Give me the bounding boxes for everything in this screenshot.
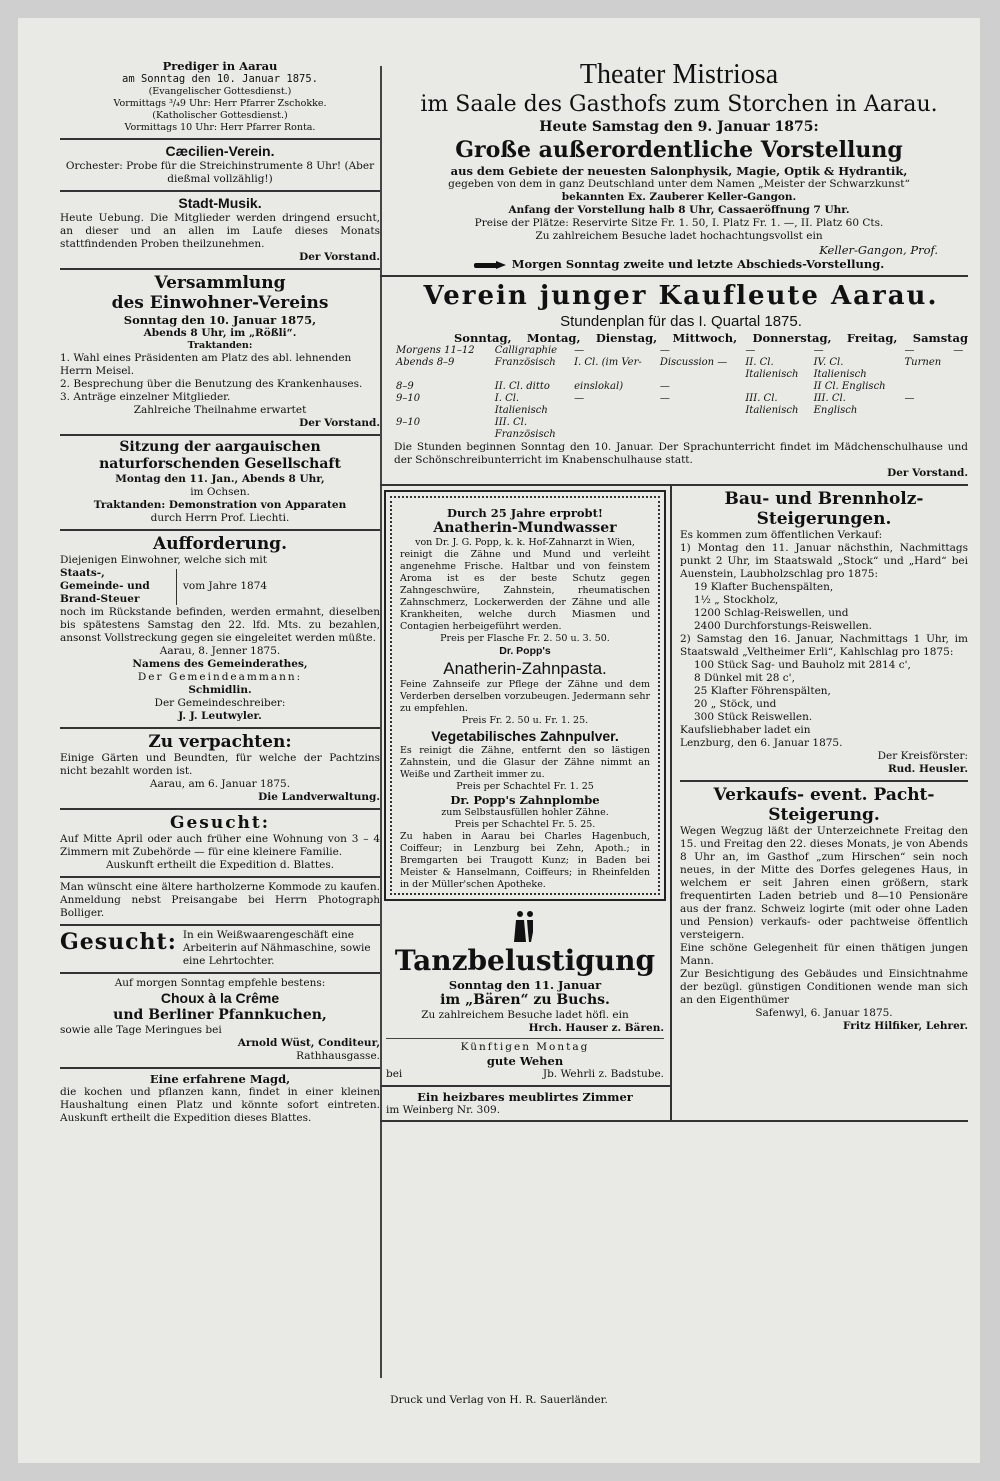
table-cell: 8–9 [396,381,414,392]
aufforderung-namens: Namens des Gemeinderathes, [132,658,308,670]
table-cell [903,369,952,381]
table-cell: einslokal) [574,381,624,392]
tanz-title: Tanzbelustigung [394,943,656,977]
verein-title: Verein junger Kaufleute Aarau. [423,281,939,311]
aufforderung-intro: Diejenigen Einwohner, welche sich mit [60,554,268,566]
anatherin-plombe: Dr. Popp's Zahnplombe [450,793,600,807]
table-cell: — [659,393,670,404]
theater-time: Anfang der Vorstellung halb 8 Uhr, Cassaeröffnung 7 Uhr. [508,204,850,216]
caecilien-body: Orchester: Probe für die Streichinstrumente 8 Uhr! (Aber dießmal vollzählig!) [65,160,375,185]
sitzung-date: Montag den 11. Jan., Abends 8 Uhr, [115,473,325,485]
bauholz-list-item: 1½ „ Stockholz, [694,594,779,606]
gesucht2-body: In ein Weißwaarengeschäft eine Arbeiterin auf Nähmaschine, sowie eine Lehrtochter. [182,929,371,967]
anatherin-paste-body: Feine Zahnseife zur Pflege der Zähne und dem Verderben derselben vorzubeugen. Jedermann sehr zu empfehlen. [400,679,650,714]
tax-item: Staats-, [60,567,105,579]
versammlung-subtitle: des Einwohner-Vereins [111,293,329,313]
stadtmusik-notice [60,192,380,270]
bauholz-list-item: 300 Stück Reiswellen. [694,711,813,723]
theater-next: Morgen Sonntag zweite und letzte Abschieds-Vorstellung. [511,257,885,271]
table-cell: II. Cl. ditto [494,381,550,392]
table-cell [658,405,744,417]
anatherin-dealers: Zu haben in Aarau bei Charles Hagenbuch, Coiffeur; in Lenzburg bei Zehn, Apoth.; in Bremgarten bei Traugott Kunz; in Baden bei Meister & Hanselmann, Coiffeurs; in Rheinfelden in der Müller'schen Apotheke. [400,831,650,890]
table-cell: — [904,345,915,356]
aufforderung-role2: Der Gemeindeschreiber: [154,697,286,709]
anatherin-popp: Dr. Popp's [499,645,551,657]
theater-given: gegeben von dem in ganz Deutschland unter dem Namen „Meister der Schwarzkunst“ [448,178,910,190]
table-cell [572,405,658,417]
verein-subtitle: Stundenplan für das I. Quartal 1875. [560,313,802,330]
stadtmusik-body: Heute Uebung. Die Mitglieder werden dringend ersucht, an dieser und an allen im Laufe dieses Monats stattfindenden Proben theilzunehmen. [60,212,380,250]
theater-topic: aus dem Gebiete der neuesten Salonphysik, Magie, Optik & Hydrantik, [450,164,908,178]
theater-invite: Zu zahlreichem Besuche ladet hochachtungsvollst ein [535,230,823,242]
anatherin-price3: Preis per Schachtel Fr. 1. 25 [456,781,594,792]
table-cell: 9–10 [396,417,421,428]
table-cell [572,369,658,381]
prediger-ev-line: Vormittags ³/₄9 Uhr: Herr Pfarrer Zschokke. [113,98,327,109]
tanz-place: im „Bären“ zu Buchs. [440,991,610,1008]
pointing-hand-icon [474,260,508,270]
verpachten-place-date: Aarau, am 6. Januar 1875. [149,778,291,790]
table-cell: III. Cl. [813,393,846,404]
tanz-ad [380,901,670,1087]
bauholz-role: Der Kreisförster: [877,750,968,762]
versammlung-title: Versammlung [154,273,286,293]
kommode-notice [60,878,380,926]
table-cell: — [953,345,964,356]
table-row [394,369,968,381]
verein-note: Die Stunden beginnen Sonntag den 10. Januar. Der Sprachunterricht findet im Mädchenschulhause und der Schönschreibunterricht im Knabenschulhause statt. [394,441,968,466]
bauholz-note: Kaufsliebhaber ladet ein [680,724,811,736]
gesucht-body: Auf Mitte April oder auch früher eine Wohnung von 3 – 4 Zimmern mit Zubehörde — für eine kleinere Familie. [60,833,380,858]
day-label: Freitag, [846,331,898,345]
table-cell: Englisch [813,405,858,416]
versammlung-trakt: Traktanden: [187,340,253,351]
choux-line: sowie alle Tage Meringues bei [60,1024,222,1036]
bauholz-p1: 1) Montag den 11. Januar nächsthin, Nachmittags punkt 2 Uhr, im Staatswald „Stock“ und „Hard“ bei Auenstein, Laubholzschlag pro 1875: [680,542,968,580]
caecilien-notice [60,140,380,192]
verkauf-p2: Eine schöne Gelegenheit für einen thätigen jungen Mann. [680,942,968,967]
caecilien-title: Cæcilien-Verein. [165,143,275,159]
zimmer-title: Ein heizbares meublirtes Zimmer [417,1089,633,1104]
zimmer-addr: im Weinberg Nr. 309. [386,1103,501,1116]
table-cell: III. Cl. [494,417,528,428]
choux-name: Arnold Wüst, Conditeur, [237,1037,380,1049]
theater-prices: Preise der Plätze: Reservirte Sitze Fr. 1. 50, I. Platz Fr. 1. —, II. Platz 60 Cts. [474,217,884,229]
verein-ad [380,277,968,486]
verkauf-title: Verkaufs- event. Pacht-Steigerung. [713,785,935,825]
bauholz-list-item: 100 Stück Sag- und Bauholz mit 2814 c', [694,659,911,671]
table-cell: Italienisch [813,369,867,380]
table-row [394,345,968,357]
dancing-couple-icon [510,908,540,944]
bauholz-list-item: 8 Dünkel mit 28 c', [694,672,795,684]
table-row [394,393,968,405]
table-row [394,417,968,429]
day-label: Sonntag, [454,331,512,345]
stadtmusik-sign: Der Vorstand. [299,251,380,263]
bauholz-list-item: 25 Klafter Föhrenspälten, [694,685,831,697]
day-label: Mittwoch, [672,331,738,345]
anatherin-price2: Preis Fr. 2. 50 u. Fr. 1. 25. [461,715,589,726]
anatherin-plombe-body: zum Selbstausfüllen hohler Zähne. [441,807,609,818]
right-lower-right [672,486,968,1120]
verkauf-place-date: Safenwyl, 6. Januar 1875. [755,1007,893,1019]
left-column [60,56,380,1125]
table-cell: — [813,345,824,356]
aufforderung-tax-block [60,567,380,606]
tanz-date: Sonntag den 11. Januar [448,977,602,992]
table-cell: — [745,345,756,356]
prediger-title: Prediger in Aarau [162,59,278,73]
theater-show: Große außerordentliche Vorstellung [455,137,903,163]
table-cell: III. Cl. [745,393,778,404]
choux-sub: und Berliner Pfannkuchen, [113,1007,327,1023]
table-cell: I. Cl. (im Ver- [574,357,642,368]
theater-sign: Keller-Gangon, Prof. [819,243,938,257]
right-column [380,56,968,1122]
bauholz-intro: Es kommen zum öffentlichen Verkauf: [680,529,883,541]
table-cell [658,369,744,381]
verpachten-sign: Die Landverwaltung. [258,791,380,803]
table-cell [394,405,493,417]
verein-days [394,331,968,345]
versammlung-time: Abends 8 Uhr, im „Rößli“. [143,327,297,339]
bauholz-ad [680,486,968,782]
bauholz-p2: 2) Samstag den 16. Januar, Nachmittags 1 Uhr, im Staatswald „Veltheimer Erli“, Kahlschlag pro 1875: [680,633,968,658]
table-cell [743,381,811,393]
tax-item: Gemeinde- und [60,580,150,592]
sitzung-by: durch Herrn Prof. Liechti. [150,512,290,524]
prediger-notice [60,56,380,140]
aufforderung-place-date: Aarau, 8. Jenner 1875. [159,645,281,657]
prediger-ev: (Evangelischer Gottesdienst.) [148,86,292,97]
theater-known: bekannten Ex. Zauberer Keller-Gangon. [561,191,797,203]
anatherin-pulver-body: Es reinigt die Zähne, entfernt den so lästigen Zahnstein, und die Glasur der Zähne nimmt an Weiße und Zartheit immer zu. [400,745,650,780]
bauholz-list-item: 1200 Schlag-Reiswellen, und [694,607,849,619]
aufforderung-name1: Schmidlin. [188,684,252,696]
stundenplan-table [394,345,968,441]
gesucht-arbeiterin-notice [60,926,380,974]
table-cell: Italienisch [745,369,799,380]
table-cell: Morgens 11–12 [396,345,475,356]
table-row [394,429,968,441]
table-cell: II Cl. Englisch [813,381,886,392]
aufforderung-role1: Der Gemeindeammann: [137,671,303,683]
table-cell: Französisch [494,357,556,368]
tanz-by: Jb. Wehrli z. Badstube. [542,1067,664,1080]
versammlung-notice [60,270,380,436]
bauholz-title: Bau- und Brennholz-Steigerungen. [724,489,924,529]
tanz-bei: bei [386,1067,403,1080]
anatherin-top: Durch 25 Jahre erprobt! [447,506,603,520]
anatherin-title: Anatherin-Mundwasser [433,520,617,536]
table-cell: I. Cl. [494,393,520,404]
right-lower-left [380,486,672,1120]
aufforderung-notice [60,531,380,729]
versammlung-date: Sonntag den 10. Januar 1875, [123,313,317,327]
tanz-next: Künftigen Montag [460,1040,590,1053]
kommode-body: Man wünscht eine ältere hartholzerne Kommode zu kaufen. Anmeldung nebst Preisangabe bei Herrn Photograph Bolliger. [60,881,380,919]
table-cell: Calligraphie [494,345,558,356]
table-cell: Turnen [904,357,942,368]
day-label: Montag, [526,331,581,345]
table-cell: — [904,393,915,404]
aufforderung-year: vom Jahre 1874 [183,580,268,592]
table-row [394,405,968,417]
aufforderung-name2: J. J. Leutwyler. [178,710,262,722]
anatherin-by: von Dr. J. G. Popp, k. k. Hof-Zahnarzt in Wien, [415,537,635,548]
gesucht-title: Gesucht: [169,813,271,833]
table-cell [903,405,952,417]
verpachten-body: Einige Gärten und Beundten, für welche der Pachtzins nicht bezahlt worden ist. [60,752,380,777]
table-cell: Discussion — [659,357,728,368]
anatherin-body: reinigt die Zähne und Mund und verleiht angenehme Frische. Haltbar und von feinstem Aroma ist es der beste Schutz gegen Zahngeschwüre, Zahnstein, rheumatischen Zahnschmerz, Lockerwerden der Zähne und alle Krankheiten, welche durch Miasmen und Contagien herbeigeführt werden. [400,549,650,632]
prediger-kath-line: Vormittags 10 Uhr: Herr Pfarrer Ronta. [124,122,316,133]
table-cell: II. Cl. [745,357,774,368]
verkauf-sign: Fritz Hilfiker, Lehrer. [843,1020,968,1032]
zimmer-ad [380,1087,670,1120]
bauholz-place-date: Lenzburg, den 6. Januar 1875. [680,737,843,749]
verpachten-title: Zu verpachten: [148,732,292,752]
day-label: Donnerstag, [752,331,832,345]
day-label: Samstag [912,331,968,345]
versammlung-note: Zahlreiche Theilnahme erwartet [133,404,307,416]
table-cell [394,369,493,381]
stadtmusik-title: Stadt-Musik. [178,195,262,211]
versammlung-sign: Der Vorstand. [299,417,380,429]
sitzung-trakt: Traktanden: Demonstration von Apparaten [93,499,347,511]
bauholz-name: Rud. Heusler. [887,763,968,775]
gesucht-note: Auskunft ertheilt die Expedition d. Blattes. [105,859,335,871]
prediger-kath: (Katholischer Gottesdienst.) [152,110,288,121]
anatherin-pulver: Vegetabilisches Zahnpulver. [431,728,619,744]
anatherin-price1: Preis per Flasche Fr. 2. 50 u. 3. 50. [440,633,610,644]
aufforderung-title: Aufforderung. [153,534,287,554]
table-cell: 9–10 [396,393,421,404]
table-cell: Abends 8–9 [396,357,455,368]
table-row [394,357,968,369]
theater-title: Theater Mistriosa [579,59,779,90]
table-cell: IV. Cl. [813,357,844,368]
table-cell: Italienisch [745,405,799,416]
table-cell: — [574,345,585,356]
table-cell: Französisch [494,429,556,440]
versammlung-item: 2. Besprechung über die Benutzung des Krankenhauses. [60,378,363,390]
bauholz-list-item: 20 „ Stöck, und [694,698,777,710]
table-cell [493,369,572,381]
table-cell: — [659,381,670,392]
anatherin-ad [384,490,666,901]
tanz-wehen: gute Wehen [486,1053,564,1068]
versammlung-item: 3. Anträge einzelner Mitglieder. [60,391,231,403]
tanz-sign: Hrch. Hauser z. Bären. [528,1021,664,1034]
verpachten-notice [60,729,380,810]
choux-intro: Auf morgen Sonntag empfehle bestens: [114,977,326,989]
magd-body: die kochen und pflanzen kann, findet in einer kleinen Haushaltung einen Platz und könnte sofort eintreten. Auskunft ertheilt die Expedition dieses Blattes. [60,1086,380,1124]
choux-notice [60,974,380,1069]
sitzung-notice [60,436,380,531]
brace [176,569,177,605]
gesucht2-title: Gesucht: [60,929,177,955]
theater-place: im Saale des Gasthofs zum Storchen in Aarau. [420,92,938,117]
verein-sign: Der Vorstand. [887,467,968,479]
verkauf-ad [680,782,968,1033]
table-cell: — [659,345,670,356]
choux-title: Choux à la Crême [160,990,280,1006]
magd-title: Eine erfahrene Magd, [149,1072,291,1086]
versammlung-item: 1. Wahl eines Präsidenten am Platz des abl. lehnenden Herrn Meisel. [60,352,352,377]
tanz-invite: Zu zahlreichem Besuche ladet höfl. ein [421,1008,629,1021]
right-lower-split [380,486,968,1122]
table-cell [394,429,493,441]
gesucht-wohnung-notice [60,810,380,878]
table-cell: — [574,393,585,404]
verkauf-p3: Zur Besichtigung des Gebäudes und Einsichtnahme der bezügl. günstigen Conditionen wende man sich an den Eigenthümer [680,968,968,1006]
anatherin-paste: Anatherin-Zahnpasta. [443,659,607,678]
day-label: Dienstag, [595,331,658,345]
table-cell: Italienisch [494,405,548,416]
tax-item: Brand-Steuer [60,593,140,605]
sitzung-place: im Ochsen. [190,486,250,498]
prediger-date: am Sonntag den 10. Januar 1875. [122,73,318,85]
theater-date: Heute Samstag den 9. Januar 1875: [539,119,819,135]
table-cell [903,381,952,393]
verkauf-body: Wegen Wegzug läßt der Unterzeichnete Freitag den 15. und Freitag den 22. dieses Monats, je von Abends 8 Uhr an, im Gasthof „zum Hirschen“ sein noch neues, in der Mitte des Dorfes gelegenes Haus, in welchem er seit Jahren einen größern, stark frequentirten Laden betrieb und 8—10 Pensionäre aus der franz. Schweiz logirte (mit oder ohne Laden und Pension) verkaufs- oder pachtweise öffentlich versteigern. [680,825,968,941]
bauholz-list-item: 2400 Durchforstungs-Reiswellen. [694,620,873,632]
table-row [394,381,968,393]
bauholz-list-item: 19 Klafter Buchenspälten, [694,581,834,593]
theater-ad [380,56,968,277]
sitzung-title: Sitzung der aargauischen naturforschenden Gesellschaft [99,439,341,472]
choux-addr: Rathhausgasse. [296,1050,380,1062]
anatherin-price4: Preis per Schachtel Fr. 5. 25. [454,819,596,830]
aufforderung-body: noch im Rückstande befinden, werden ermahnt, dieselben bis spätestens Samstag den 22. lfd. Mts. zu bezahlen, ansonst Vollstreckung gegen sie eingeleitet werden müßte. [60,606,380,644]
newspaper-page [18,18,980,1463]
magd-notice [60,1069,380,1125]
imprint: Druck und Verlag von H. R. Sauerländer. [390,1394,608,1406]
